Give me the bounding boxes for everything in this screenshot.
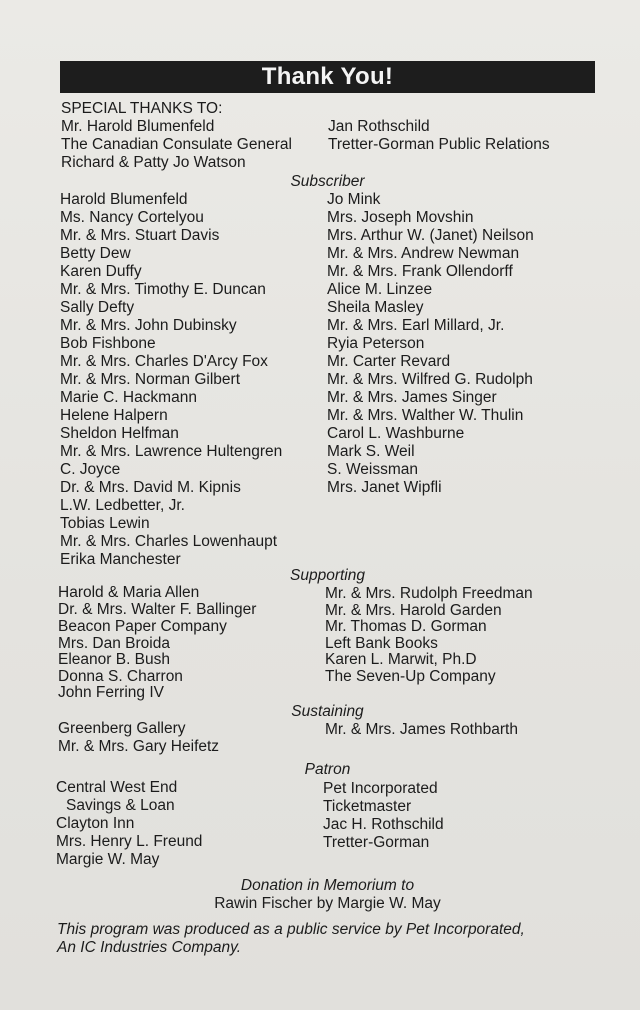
- donor-name: Savings & Loan: [66, 797, 175, 814]
- donor-name: Mr. Harold Blumenfeld: [61, 118, 215, 135]
- donor-name: John Ferring IV: [58, 684, 164, 701]
- donor-name: Alice M. Linzee: [327, 281, 433, 298]
- donor-name: Tobias Lewin: [60, 515, 150, 532]
- donor-name: Sally Defty: [60, 299, 135, 316]
- supporting-heading: Supporting: [290, 567, 365, 584]
- patron-left-column: [56, 779, 202, 869]
- donor-name: Mr. & Mrs. Rudolph Freedman: [325, 585, 533, 602]
- donor-name: Sheldon Helfman: [60, 425, 179, 442]
- subscriber-left-column: [60, 191, 282, 569]
- donor-name: Mr. & Mrs. Lawrence Hultengren: [60, 443, 283, 460]
- donor-name: Mrs. Arthur W. (Janet) Neilson: [327, 227, 534, 244]
- donor-name: Bob Fishbone: [60, 335, 156, 352]
- donor-name: Mr. & Mrs. Stuart Davis: [60, 227, 220, 244]
- donor-name: Sheila Masley: [327, 299, 424, 316]
- donor-name: Betty Dew: [60, 245, 131, 262]
- special-thanks-heading: SPECIAL THANKS TO:: [61, 100, 223, 117]
- subscriber-right-column: [327, 191, 534, 497]
- donor-name: S. Weissman: [327, 461, 419, 478]
- donor-name: The Canadian Consulate General: [61, 136, 292, 153]
- donor-name: Ryia Peterson: [327, 335, 425, 352]
- donor-name: Donna S. Charron: [58, 668, 183, 685]
- donor-name: Karen L. Marwit, Ph.D: [325, 651, 477, 668]
- donor-name: Jac H. Rothschild: [323, 816, 444, 833]
- donor-name: Mrs. Joseph Movshin: [327, 209, 474, 226]
- donor-name: Jan Rothschild: [328, 118, 430, 135]
- donor-name: Carol L. Washburne: [327, 425, 465, 442]
- production-credit: [57, 921, 597, 957]
- donor-name: Mr. & Mrs. Harold Garden: [325, 602, 502, 619]
- donor-name: Beacon Paper Company: [58, 618, 227, 635]
- donor-name: Mr. & Mrs. Earl Millard, Jr.: [327, 317, 505, 334]
- donor-name: Ms. Nancy Cortelyou: [60, 209, 204, 226]
- donor-name: Mr. & Mrs. Charles Lowenhaupt: [60, 533, 278, 550]
- memorium-text: Rawin Fischer by Margie W. May: [214, 895, 441, 912]
- donor-name: Mr. Thomas D. Gorman: [325, 618, 487, 635]
- donor-name: Marie C. Hackmann: [60, 389, 197, 406]
- credit-line-1: This program was produced as a public service by Pet Incorporated,: [57, 921, 525, 938]
- patron-heading: Patron: [304, 761, 351, 778]
- donor-name: Mr. & Mrs. Andrew Newman: [327, 245, 520, 262]
- donor-name: Mrs. Henry L. Freund: [56, 833, 203, 850]
- donor-name: Richard & Patty Jo Watson: [61, 154, 246, 171]
- donor-name: Dr. & Mrs. Walter F. Ballinger: [58, 601, 257, 618]
- donor-name: Mrs. Dan Broida: [58, 635, 170, 652]
- donor-name: Tretter-Gorman: [323, 834, 430, 851]
- credit-line-2: An IC Industries Company.: [57, 939, 242, 956]
- donor-name: Clayton Inn: [56, 815, 135, 832]
- donor-name: Mr. & Mrs. Timothy E. Duncan: [60, 281, 266, 298]
- donor-name: C. Joyce: [60, 461, 121, 478]
- special-left-column: [61, 118, 292, 172]
- donor-name: Ticketmaster: [323, 798, 412, 815]
- donor-name: Mark S. Weil: [327, 443, 415, 460]
- donor-name: Central West End: [56, 779, 178, 796]
- donor-name: Dr. & Mrs. David M. Kipnis: [60, 479, 241, 496]
- page-title-banner: Thank You!: [60, 61, 595, 93]
- donor-name: Mr. & Mrs. Walther W. Thulin: [327, 407, 524, 424]
- donor-name: Mr. & Mrs. Frank Ollendorff: [327, 263, 513, 280]
- donor-name: Mr. & Mrs. Gary Heifetz: [58, 738, 220, 755]
- donor-name: Jo Mink: [327, 191, 381, 208]
- donor-name: Tretter-Gorman Public Relations: [328, 136, 550, 153]
- donor-name: Mrs. Janet Wipfli: [327, 479, 442, 496]
- donor-name: Mr. & Mrs. John Dubinsky: [60, 317, 237, 334]
- donor-name: Pet Incorporated: [323, 780, 438, 797]
- donor-name: Greenberg Gallery: [58, 720, 186, 737]
- donor-name: Harold Blumenfeld: [60, 191, 188, 208]
- memorium-heading: Donation in Memorium to: [240, 877, 415, 894]
- donor-name: Margie W. May: [56, 851, 160, 868]
- donor-name: Mr. & Mrs. James Singer: [327, 389, 497, 406]
- supporting-left-column: [58, 584, 256, 701]
- donor-name: Mr. & Mrs. Norman Gilbert: [60, 371, 240, 388]
- donor-name: Mr. & Mrs. Charles D'Arcy Fox: [60, 353, 268, 370]
- supporting-right-column: [325, 585, 533, 685]
- donor-name: L.W. Ledbetter, Jr.: [60, 497, 185, 514]
- donor-name: Mr. & Mrs. James Rothbarth: [325, 721, 518, 738]
- sustaining-right-column: [325, 721, 518, 739]
- sustaining-heading: Sustaining: [291, 703, 364, 720]
- sustaining-left-column: [58, 720, 219, 756]
- donor-name: Harold & Maria Allen: [58, 584, 200, 601]
- patron-right-column: [323, 780, 444, 852]
- donor-name: Eleanor B. Bush: [58, 651, 171, 668]
- special-right-column: [328, 118, 550, 154]
- donor-name: Mr. Carter Revard: [327, 353, 451, 370]
- subscriber-heading: Subscriber: [290, 173, 365, 190]
- donor-name: Helene Halpern: [60, 407, 168, 424]
- donor-name: Karen Duffy: [60, 263, 142, 280]
- donor-name: The Seven-Up Company: [325, 668, 496, 685]
- donor-name: Left Bank Books: [325, 635, 438, 652]
- donor-name: Mr. & Mrs. Wilfred G. Rudolph: [327, 371, 533, 388]
- donor-name: Erika Manchester: [60, 551, 181, 568]
